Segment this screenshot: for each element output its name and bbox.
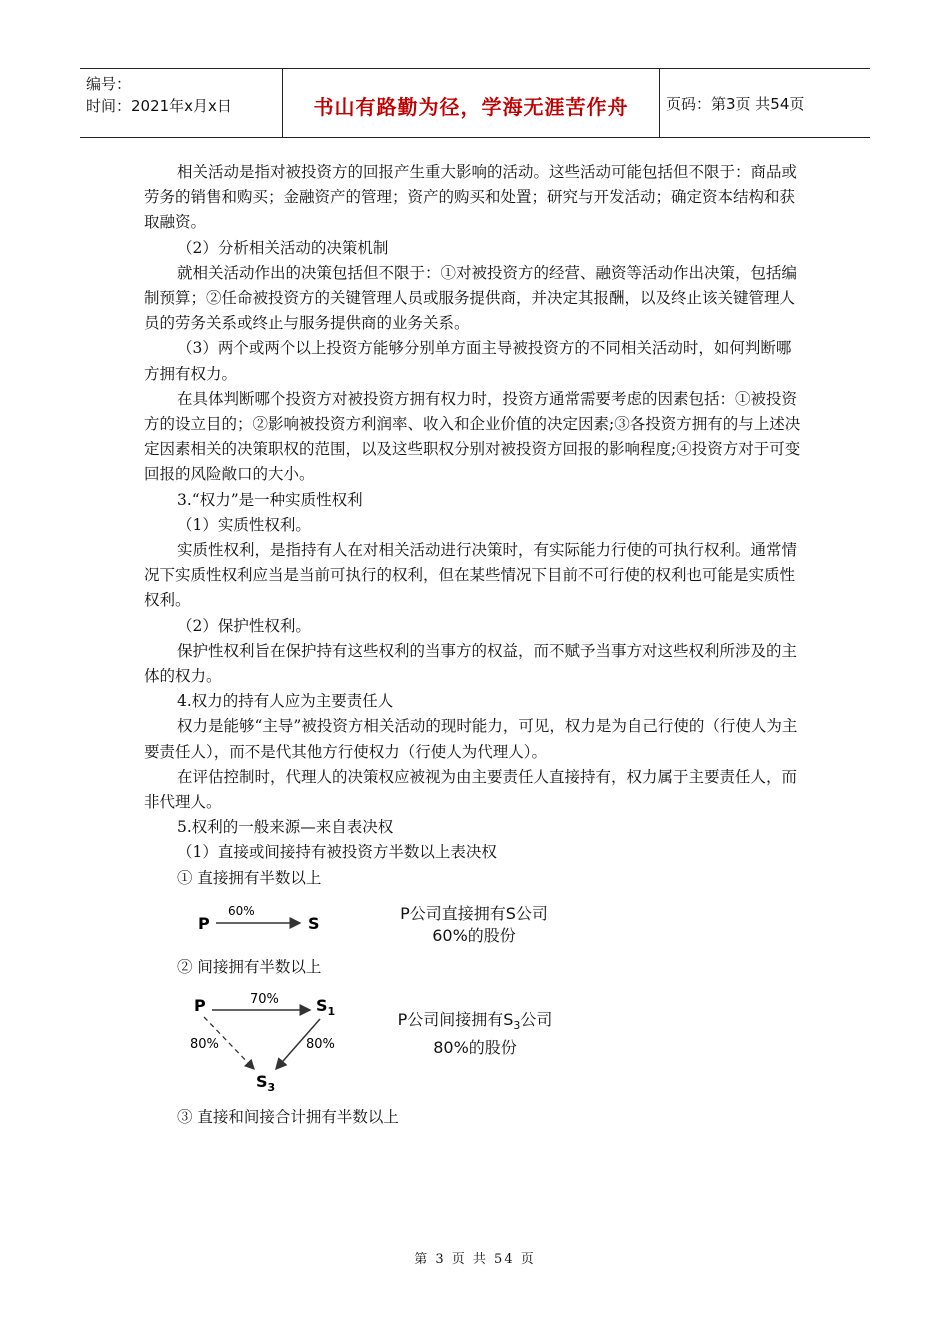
node-s1: $S_1$ (316, 996, 336, 1018)
paragraph: 保护性权利旨在保护持有这些权利的当事方的权益，而不赋予当事方对这些权利所涉及的主体的权力。 (144, 641, 798, 686)
indirect-ownership-diagram (180, 985, 350, 1095)
node-s: S (308, 914, 320, 933)
subhead-combined: ③ 直接和间接合计拥有半数以上 (177, 1108, 399, 1126)
subhead-indirect: ② 间接拥有半数以上 (177, 958, 322, 976)
paragraph: （3）两个或两个以上投资方能够分别单方面主导被投资方的不同相关活动时，如何判断哪方拥有权力。 (144, 339, 792, 383)
pct-right: 80% (306, 1037, 335, 1052)
pct-left: 80% (190, 1037, 219, 1052)
section-heading: （1）实质性权利。 (177, 515, 311, 534)
document-body (144, 160, 804, 891)
section-heading: ① 直接拥有半数以上 (177, 868, 322, 887)
paragraph: 权力是能够“主导”被投资方相关活动的现时能力，可见，权力是为自己行使的（行使人为主要责任人），而不是代其他方行使权力（行使人为代理人）。 (144, 717, 798, 761)
header-page-info: 页码：第3页 共54页 (666, 95, 805, 113)
header-meta (86, 73, 232, 117)
section-heading: （2）分析相关活动的决策机制 (177, 238, 389, 257)
page-header (80, 68, 870, 138)
node-p: P (194, 996, 206, 1015)
paragraph: 就相关活动作出的决策包括但不限于：①对被投资方的经营、融资等活动作出决策，包括编制预算；②任命被投资方的关键管理人员或服务提供商，并决定其报酬，以及终止该关键管理人员的劳务关系或终止与服务提供商的业务关系。 (144, 263, 798, 333)
diagram2-caption (380, 1009, 570, 1059)
section-heading: （2）保护性权利。 (177, 616, 311, 635)
section-heading: 4.权力的持有人应为主要责任人 (177, 692, 394, 711)
paragraph: 在具体判断哪个投资方对被投资方拥有权力时，投资方通常需要考虑的因素包括：①被投资方的设立目的；②影响被投资方利润率、收入和企业价值的决定因素;③各投资方拥有的与上述决定因素相关的决策职权的范围，以及这些职权分别对被投资方回报的影响程度;④投资方对于可变回报的风险敞口的大小。 (144, 389, 801, 484)
node-p: P (198, 914, 210, 933)
node-s3: $S_3$ (256, 1072, 276, 1094)
section-heading: 3.“权力”是一种实质性权利 (177, 490, 363, 509)
pct-top: 70% (250, 992, 279, 1007)
header-motto: 书山有路勤为径，学海无涯苦作舟 (313, 95, 629, 119)
diagram2-caption-line1: P公司间接拥有$S_3$公司 (397, 1010, 553, 1033)
page-footer: 第 3 页 共 54 页 (414, 1252, 536, 1267)
diagram1-caption-line1: P公司直接拥有S公司 (400, 904, 548, 923)
header-motto-cell (282, 69, 660, 137)
header-date: 时间：2021年x月x日 (86, 97, 232, 115)
section-heading: （1）直接或间接持有被投资方半数以上表决权 (177, 843, 497, 862)
pct-label: 60% (228, 904, 255, 918)
diagram1-caption-line2: 60%的股份 (432, 926, 516, 945)
paragraph: 实质性权利，是指持有人在对相关活动进行决策时，有实际能力行使的可执行权利。通常情况下实质性权利应当是当前可执行的权利，但在某些情况下目前不可行使的权利也可能是实质性权利。 (144, 541, 798, 610)
paragraph: 在评估控制时，代理人的决策权应被视为由主要责任人直接持有，权力属于主要责任人，而非代理人。 (144, 767, 798, 812)
direct-ownership-diagram (190, 895, 340, 940)
diagram2-caption-line2: 80%的股份 (433, 1038, 517, 1058)
section-heading: 5.权利的一般来源—来自表决权 (177, 818, 394, 837)
diagram1-caption (384, 903, 564, 947)
header-number: 编号： (86, 75, 132, 93)
paragraph: 相关活动是指对被投资方的回报产生重大影响的活动。这些活动可能包括但不限于：商品或劳务的销售和购买；金融资产的管理；资产的购买和处置；研究与开发活动；确定资本结构和获取融资。 (144, 163, 798, 232)
